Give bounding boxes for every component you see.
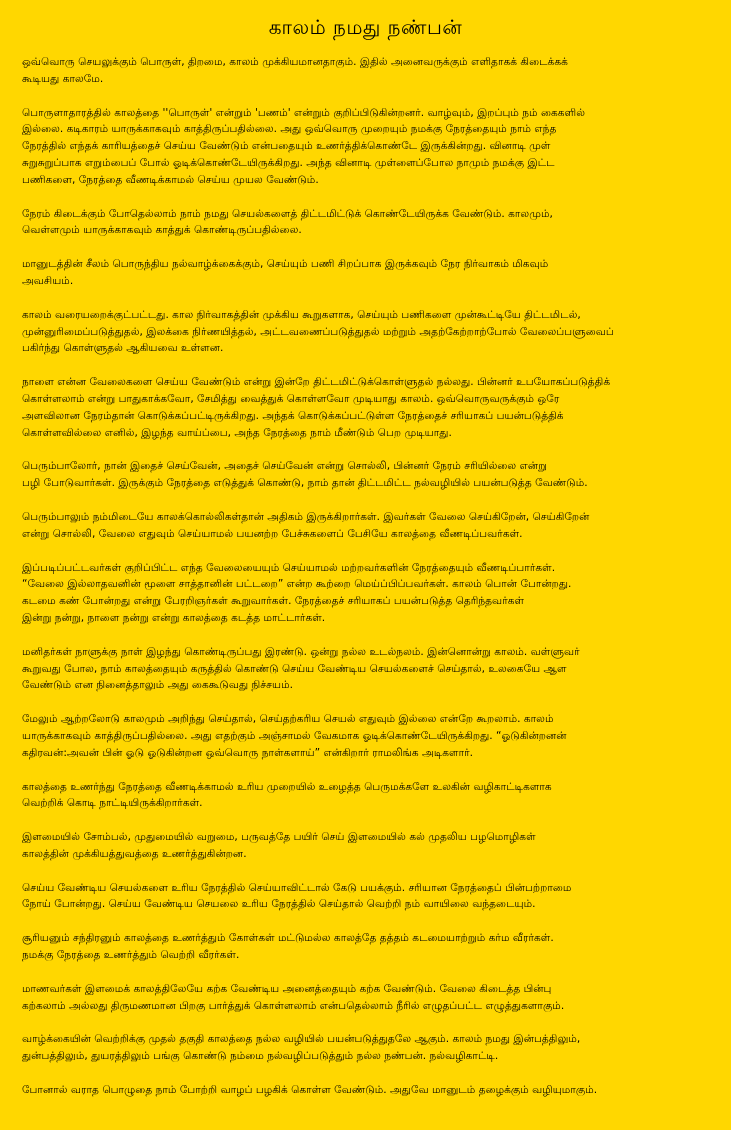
paragraph-line: சுறுசுறுப்பாக எறும்பைப் போல் ஓடிக்கொண்டேயிருக்கிறது. அந்த வினாடி முள்ளைப்போல நாமும் நமக்கு இட்ட — [22, 156, 555, 169]
paragraph-line: வெள்ளமும் யாருக்காகவும் காத்துக் கொண்டிருப்பதில்லை. — [22, 224, 302, 237]
paragraph-line: நமக்கு நேரத்தை உணர்த்தும் வெற்றி வீரர்கள். — [22, 949, 240, 962]
paragraph — [22, 711, 709, 761]
paragraph — [22, 374, 709, 441]
paragraph-line: செய்ய வேண்டிய செயல்களை உரிய நேரத்தில் செய்யாவிட்டால் கேடு பயக்கும். சரியான நேரத்தைப் பின்பற்றாமை — [22, 881, 572, 894]
paragraph-line: முன்னுரிமைப்படுத்துதல், இலக்கை நிர்ணயித்தல், அட்டவணைப்படுத்துதல் மற்றும் அதற்கேற்றாற்போல் வேலைப்பளுவைப் — [22, 325, 614, 338]
paragraph-line: வேண்டும் என நினைத்தாலும் அது கைகூடுவது நிச்சயம். — [22, 679, 293, 692]
paragraph — [22, 307, 709, 357]
paragraph-line: அவசியம். — [22, 274, 74, 287]
paragraph-line: மாணவர்கள் இளமைக் காலத்திலேயே கற்க வேண்டிய அனைத்தையும் கற்க வேண்டும். வேலை கிடைத்த பின்பு — [22, 982, 552, 995]
paragraph — [22, 1031, 709, 1065]
paragraph — [22, 829, 709, 863]
paragraph-line: சூரியனும் சந்திரனும் காலத்தை உணர்த்தும் கோள்கள் மட்டுமல்ல காலத்தே தத்தம் கடமையாற்றும் கர்ம வீரர்கள். — [22, 932, 554, 945]
paragraph-line: காலம் வரையறைக்குட்பட்டது. கால நிர்வாகத்தின் முக்கிய கூறுகளாக, செய்யும் பணிகளை முன்கூட்டியே திட்டமிடல், — [22, 308, 581, 321]
paragraph-line: “வேலை இல்லாதவனின் மூளை சாத்தானின் பட்டறை” என்ற கூற்றை மெய்ப்பிப்பவர்கள். காலம் பொன் போன்றது. — [22, 578, 572, 591]
paragraph-line: பெரும்பாலோர், நான் இதைச் செய்வேன், அதைச் செய்வேன் என்று சொல்லி, பின்னர் நேரம் சரியில்லை என்று — [22, 460, 547, 473]
paragraph-line: இப்படிப்பட்டவர்கள் குறிப்பிட்ட எந்த வேலையையும் செய்யாமல் மற்றவர்களின் நேரத்தையும் வீணடிப்பார்கள். — [22, 561, 556, 574]
paragraph-line: இல்லை. கடிகாரம் யாருக்காகவும் காத்திருப்பதில்லை. அது ஒவ்வொரு முறையும் நமக்கு நேரத்தையும் நாம் எந்த — [22, 123, 557, 136]
paragraph-line: பணிகளை, நேரத்தை வீணடிக்காமல் செய்ய முயல வேண்டும். — [22, 173, 319, 186]
paragraph-line: பழி போடுவார்கள். இருக்கும் நேரத்தை எடுத்துக் கொண்டு, நாம் தான் திட்டமிட்ட நல்வழியில் பயன்படுத்த வேண்டும். — [22, 477, 588, 490]
paragraph-line: என்று சொல்லி, வேலை எதுவும் செய்யாமல் பயனற்ற பேச்சுகளைப் பேசியே காலத்தை வீணடிப்பவர்கள். — [22, 527, 523, 540]
paragraph-line: கதிரவன்:அவன் பின் ஓடு ஓடுகின்றன ஒவ்வொரு நாள்களாய்” என்கிறார் ராமலிங்க அடிகளார். — [22, 746, 474, 759]
paragraph — [22, 981, 709, 1015]
paragraph-line: பொருளாதாரத்தில் காலத்தை ''பொருள்' என்றும் 'பணம்' என்றும் குறிப்பிடுகின்றனர். வாழ்வும், இறப்பும் நம் கைகளில் — [22, 106, 586, 119]
paragraph-line: மேலும் ஆற்றலோடு காலமும் அறிந்து செய்தால், செய்தற்கரிய செயல் எதுவும் இல்லை என்றே கூறலாம். காலம் — [22, 713, 554, 726]
paragraph — [22, 644, 709, 694]
paragraph-line: கொள்ளவில்லை எனில், இழந்த வாய்ப்பை, அந்த நேரத்தை நாம் மீண்டும் பெற முடியாது. — [22, 426, 452, 439]
paragraph-line: இன்று நன்று, நாளை நன்று என்று காலத்தை கடத்த மாட்டார்கள். — [22, 611, 326, 624]
paragraph-line: மானுடத்தின் சீலம் பொருந்திய நல்வாழ்க்கைக்கும், செய்யும் பணி சிறப்பாக இருக்கவும் நேர நிர்வாகம் மிகவும் — [22, 258, 549, 271]
paragraph — [22, 509, 709, 543]
paragraph-line: நேரத்தில் எந்தக் காரியத்தைச் செய்ய வேண்டும் என்பதையும் உணர்த்திக்கொண்டே இருக்கின்றது. வினாடி முள் — [22, 140, 551, 153]
paragraph-line: ஒவ்வொரு செயலுக்கும் பொருள், திறமை, காலம் முக்கியமானதாகும். இதில் அனைவருக்கும் எளிதாகக் கிடைக்கக் — [22, 56, 568, 68]
paragraph-line: நேரம் கிடைக்கும் போதெல்லாம் நாம் நமது செயல்களைத் திட்டமிட்டுக் கொண்டேயிருக்க வேண்டும். காலமும், — [22, 207, 553, 220]
paragraph — [22, 54, 709, 88]
paragraph — [22, 105, 709, 189]
paragraph-line: வாழ்க்கையின் வெற்றிக்கு முதல் தகுதி காலத்தை நல்ல வழியில் பயன்படுத்துதலே ஆகும். காலம் நமது இன்பத்திலும், — [22, 1033, 581, 1046]
paragraph-line: பெரும்பாலும் நம்மிடையே காலக்கொல்லிகள்தான் அதிகம் இருக்கிறார்கள். இவர்கள் வேலை செய்கிறேன், செய்கிறேன் — [22, 510, 590, 523]
paragraph — [22, 880, 709, 914]
paragraph — [22, 1082, 709, 1099]
paragraph-line: கூறுவது போல, நாம் காலத்தையும் கருத்தில் கொண்டு செய்ய வேண்டிய செயல்களைச் செய்தால், உலகையே ஆள — [22, 662, 567, 675]
paragraph — [22, 779, 709, 813]
article-body — [22, 54, 709, 1099]
paragraph-line: இளமையில் சோம்பல், முதுமையில் வறுமை, பருவத்தே பயிர் செய் இளமையில் கல் முதலிய பழமொழிகள் — [22, 831, 536, 844]
paragraph-line: நோய் போன்றது. செய்ய வேண்டிய செயலை உரிய நேரத்தில் செய்தால் வெற்றி நம் வாயிலை வந்தடையும். — [22, 898, 536, 911]
paragraph-line: கற்கலாம் அல்லது திருமணமான பிறகு பார்த்துக் கொள்ளலாம் என்பதெல்லாம் நீரில் எழுதப்பட்ட எழுத்துகளாகும். — [22, 999, 565, 1012]
paragraph — [22, 256, 709, 290]
paragraph — [22, 930, 709, 964]
page-title: காலம் நமது நண்பன் — [268, 15, 463, 39]
paragraph-line: கூடியது காலமே. — [22, 72, 104, 85]
paragraph-line: யாருக்காகவும் காத்திருப்பதில்லை. அது எதற்கும் அஞ்சாமல் வேகமாக ஓடிக்கொண்டேயிருக்கிறது. “ஓடுகின்றனன் — [22, 729, 567, 742]
paragraph-line: கொள்ளலாம் என்று பாதுகாக்கவோ, சேமித்து வைத்துக் கொள்ளவோ முடியாது காலம். ஒவ்வொருவருக்கும் ஒரே — [22, 392, 560, 405]
paragraph-line: காலத்தின் முக்கியத்துவத்தை உணர்த்துகின்றன. — [22, 847, 247, 860]
paragraph — [22, 458, 709, 492]
paragraph-line: வெற்றிக் கொடி நாட்டியிருக்கிறார்கள். — [22, 797, 203, 810]
paragraph-line: மனிதர்கள் நாளுக்கு நாள் இழந்து கொண்டிருப்பது இரண்டு. ஒன்று நல்ல உடல்நலம். இன்னொன்று காலம். வள்ளுவர் — [22, 645, 580, 658]
paragraph-line: பகிர்ந்து கொள்ளுதல் ஆகியவை உள்ளன. — [22, 342, 224, 355]
paragraph-line: அளவிலான நேரம்தான் கொடுக்கப்பட்டிருக்கிறது. அந்தக் கொடுக்கப்பட்டுள்ள நேரத்தைச் சரியாகப் பயன்படுத்திக் — [22, 409, 564, 422]
paragraph — [22, 560, 709, 627]
paragraph-line: துன்பத்திலும், துயரத்திலும் பங்கு கொண்டு நம்மை நல்வழிப்படுத்தும் நல்ல நண்பன். நல்வழிகாட்டி. — [22, 1050, 499, 1063]
paragraph-line: நாளை என்ன வேலைகளை செய்ய வேண்டும் என்று இன்றே திட்டமிட்டுக்கொள்ளுதல் நல்லது. பின்னர் உபயோகப்படுத்திக் — [22, 376, 611, 389]
paragraph-line: கடமை கண் போன்றது என்று பேரறிஞர்கள் கூறுவார்கள். நேரத்தைச் சரியாகப் பயன்படுத்த தெரிந்தவர்கள் — [22, 595, 525, 608]
paragraph — [22, 206, 709, 240]
paragraph-line: காலத்தை உணர்ந்து நேரத்தை வீணடிக்காமல் உரிய முறையில் உழைத்த பெருமக்களே உலகின் வழிகாட்டிகளாக — [22, 780, 552, 793]
paragraph-line: போனால் வராத பொழுதை நாம் போற்றி வாழப் பழகிக் கொள்ள வேண்டும். அதுவே மானுடம் தழைக்கும் வழியுமாகும். — [22, 1084, 598, 1097]
